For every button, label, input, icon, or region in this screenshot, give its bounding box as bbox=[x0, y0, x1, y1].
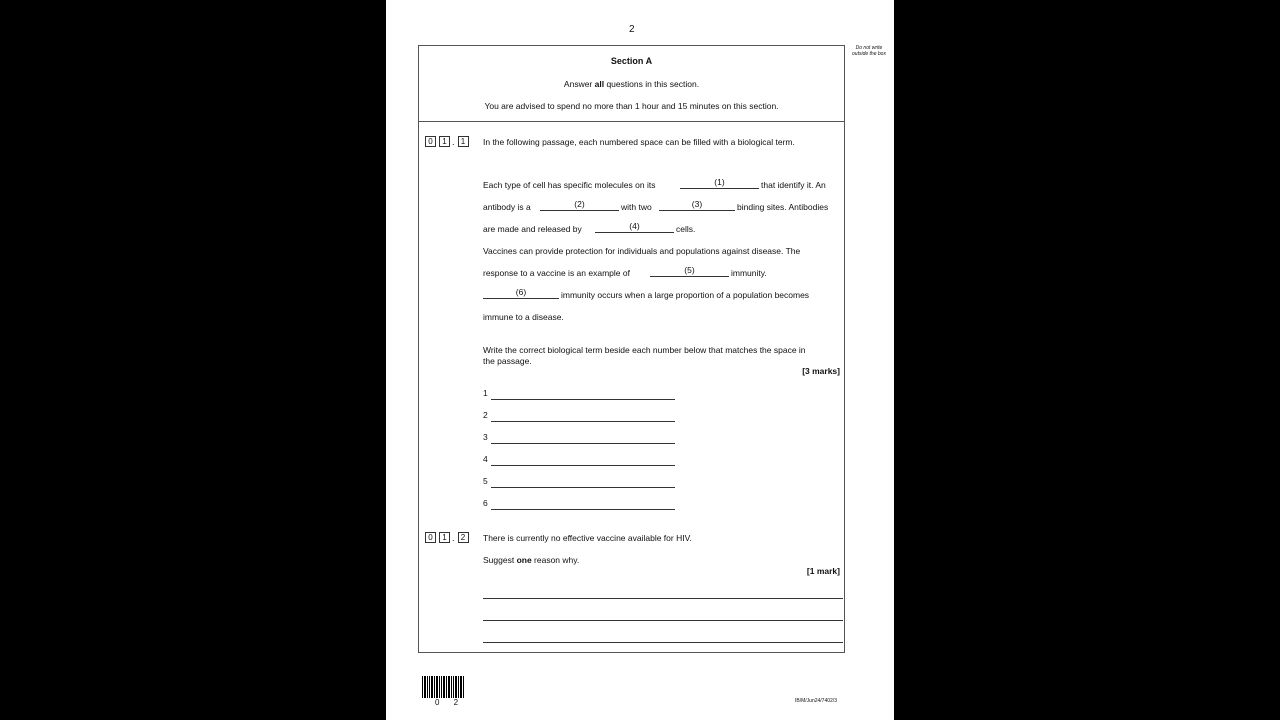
section-advice: You are advised to spend no more than 1 hour and 15 minutes on this section. bbox=[484, 101, 779, 111]
answer-label-3: 3 bbox=[483, 432, 488, 442]
passage-line-2c: binding sites. Antibodies bbox=[737, 202, 829, 212]
passage-blank-1: (1) bbox=[680, 178, 759, 189]
passage-line-2b: with two bbox=[621, 202, 652, 212]
section-title: Section A bbox=[610, 56, 653, 66]
passage-line-7: immune to a disease. bbox=[483, 312, 564, 322]
passage-line-1b: that identify it. An bbox=[761, 180, 826, 190]
question-number-01-2: 0 1 . 2 bbox=[425, 532, 472, 543]
passage-line-6b: immunity occurs when a large proportion of a population becomes bbox=[561, 290, 810, 300]
passage-line-5b: immunity. bbox=[731, 268, 767, 278]
q2-stem: There is currently no effective vaccine available for HIV. bbox=[483, 533, 692, 543]
answer-frame bbox=[418, 45, 845, 653]
answer-label-5: 5 bbox=[483, 476, 488, 486]
section-instruction: Answer all questions in this section. bbox=[563, 79, 700, 89]
q2-prompt: Suggest one reason why. bbox=[483, 555, 580, 565]
answer-label-2: 2 bbox=[483, 410, 488, 420]
passage-line-3b: cells. bbox=[676, 224, 696, 234]
barcode-digits: 0 2 bbox=[435, 698, 465, 707]
passage-line-3a: are made and released by bbox=[483, 224, 582, 234]
page-number: 2 bbox=[629, 24, 635, 35]
passage-blank-4: (4) bbox=[595, 222, 674, 233]
q1-marks: [3 marks] bbox=[802, 366, 840, 376]
question-number-01-1: 0 1 . 1 bbox=[425, 136, 472, 147]
answer-line-6[interactable] bbox=[491, 508, 675, 510]
writing-line-1[interactable] bbox=[483, 597, 843, 599]
passage-blank-6: (6) bbox=[483, 288, 559, 299]
barcode bbox=[422, 676, 470, 698]
answer-label-1: 1 bbox=[483, 388, 488, 398]
margin-note: Do not write outside the box bbox=[852, 45, 886, 57]
answer-line-5[interactable] bbox=[491, 486, 675, 488]
passage-blank-3: (3) bbox=[659, 200, 735, 211]
q2-marks: [1 mark] bbox=[806, 566, 840, 576]
q1-stem: In the following passage, each numbered space can be filled with a biological term. bbox=[483, 137, 795, 147]
answer-line-3[interactable] bbox=[491, 442, 675, 444]
exam-page bbox=[386, 0, 894, 720]
passage-line-1a: Each type of cell has specific molecules on its bbox=[483, 180, 656, 190]
answer-label-4: 4 bbox=[483, 454, 488, 464]
passage-line-5a: response to a vaccine is an example of bbox=[483, 268, 630, 278]
answer-line-1[interactable] bbox=[491, 398, 675, 400]
q1-instruction-line-2: the passage. bbox=[483, 356, 532, 366]
answer-label-6: 6 bbox=[483, 498, 488, 508]
passage-line-2a: antibody is a bbox=[483, 202, 531, 212]
footer-code: IB/M/Jun24/7402/3 bbox=[795, 698, 837, 704]
answer-line-2[interactable] bbox=[491, 420, 675, 422]
writing-line-2[interactable] bbox=[483, 619, 843, 621]
passage-blank-2: (2) bbox=[540, 200, 619, 211]
passage-line-4: Vaccines can provide protection for individuals and populations against disease. The bbox=[483, 246, 801, 256]
section-header bbox=[419, 46, 844, 122]
writing-line-3[interactable] bbox=[483, 641, 843, 643]
answer-line-4[interactable] bbox=[491, 464, 675, 466]
q1-instruction-line-1: Write the correct biological term beside each number below that matches the space in bbox=[483, 345, 806, 355]
passage-blank-5: (5) bbox=[650, 266, 729, 277]
